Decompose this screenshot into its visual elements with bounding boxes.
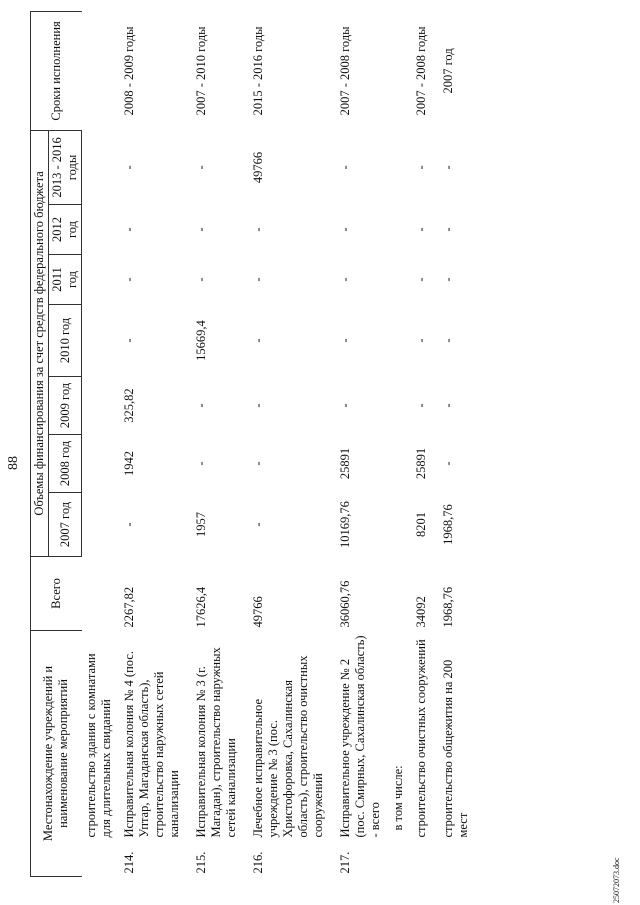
row-total: 36060,76	[337, 580, 352, 628]
row-value-2012	[389, 205, 408, 255]
row-value-2007: 1968,76	[440, 504, 455, 545]
row-total	[389, 557, 408, 631]
row-value-2010	[82, 305, 116, 377]
table-row	[82, 11, 116, 876]
table-row	[116, 11, 188, 876]
row-deadline: 2007 - 2008 годы	[337, 26, 352, 116]
row-value-2010: -	[413, 338, 428, 343]
row-value-2012: -	[121, 227, 136, 232]
row-value-2012	[82, 205, 116, 255]
row-value-2009	[82, 377, 116, 435]
row-deadline	[389, 11, 408, 130]
row-value-2012: -	[413, 227, 428, 232]
header-row-top	[31, 11, 49, 876]
row-value-2008: -	[440, 461, 455, 466]
header-year-2008: 2008 год	[49, 435, 82, 493]
row-total: 49766	[250, 596, 265, 628]
row-value-2011: -	[121, 277, 136, 282]
row-value-2013-2016: -	[440, 165, 455, 170]
row-value-2013-2016: -	[413, 165, 428, 170]
page-number: 88	[6, 456, 21, 470]
row-name: строительство очистных сооружений	[413, 639, 428, 838]
row-total: 17626,4	[193, 586, 208, 628]
row-value-2011: -	[337, 277, 352, 282]
row-value-2009: -	[193, 403, 208, 408]
row-name: строительство здания с комнатами для длительных свиданий	[83, 653, 113, 838]
row-deadline	[82, 11, 116, 130]
header-year-2009: 2009 год	[49, 377, 82, 435]
table-row	[245, 11, 332, 876]
row-value-2009: -	[250, 403, 265, 408]
row-value-2007: 10169,76	[337, 501, 352, 548]
row-total: 2267,82	[121, 586, 136, 628]
row-deadline: 2007 - 2010 годы	[193, 26, 208, 116]
header-year-2011: 2011 год	[49, 255, 82, 305]
header-year-2010: 2010 год	[49, 305, 82, 377]
row-total: 34092	[413, 596, 428, 628]
header-year-2007: 2007 год	[49, 493, 82, 557]
row-value-2008: -	[193, 461, 208, 466]
row-number	[435, 841, 477, 877]
row-value-2013-2016: -	[193, 165, 208, 170]
row-value-2011	[389, 255, 408, 305]
row-deadline: 2015 - 2016 годы	[250, 26, 265, 116]
row-number: 215.	[193, 851, 208, 874]
row-value-2007: -	[121, 522, 136, 527]
table-row	[332, 11, 389, 876]
row-value-2009: 325,82	[121, 388, 136, 423]
row-value-2009: -	[413, 403, 428, 408]
row-value-2010: -	[121, 338, 136, 343]
row-value-2007: 1957	[193, 512, 208, 537]
header-total: Всего	[31, 557, 82, 631]
row-value-2010: -	[250, 338, 265, 343]
row-value-2007: -	[250, 522, 265, 527]
row-value-2011: -	[193, 277, 208, 282]
row-name: Исправительная колония № 4 (пос. Уптар, Магаданская область), строительство наружных сетей канализации	[121, 651, 181, 838]
row-value-2013-2016	[82, 130, 116, 204]
row-name: строительство общежития на 200 мест	[440, 659, 470, 838]
row-deadline: 2007 - 2008 годы	[413, 26, 428, 116]
row-value-2009: -	[440, 403, 455, 408]
row-number	[82, 841, 116, 877]
table-row	[435, 11, 477, 876]
row-value-2008	[82, 435, 116, 493]
row-value-2007	[82, 493, 116, 557]
row-value-2008: 25891	[413, 447, 428, 480]
row-value-2012: -	[440, 227, 455, 232]
row-name: Лечебное исправительное учреждение № 3 (пос. Христофоровка, Сахалинская область), строительство очистных сооружений	[250, 655, 325, 838]
table-row	[408, 11, 435, 876]
row-number	[389, 841, 408, 877]
row-name: в том числе:	[390, 765, 405, 831]
row-name: Исправительное учреждение № 2 (пос. Смирных, Сахалинская область) - всего	[337, 635, 382, 838]
document-code: 25072073.doc	[612, 857, 621, 903]
row-value-2013-2016: -	[121, 165, 136, 170]
header-year-2013-2016: 2013 - 2016 годы	[49, 130, 82, 204]
row-value-2010: -	[337, 338, 352, 343]
header-year-2012: 2012 год	[49, 205, 82, 255]
row-value-2008: 25891	[337, 447, 352, 480]
row-value-2008: 1942	[121, 451, 136, 476]
header-deadline: Сроки исполнения	[31, 11, 82, 130]
row-value-2011: -	[250, 277, 265, 282]
row-value-2011: -	[413, 277, 428, 282]
row-value-2007: 8201	[413, 512, 428, 537]
row-value-2010: 15669,4	[193, 320, 208, 361]
row-value-2010	[389, 305, 408, 377]
row-name: Исправительная колония № 3 (г. Магадан), строительство наружных сетей канализации	[193, 647, 238, 838]
row-number: 214.	[121, 851, 136, 874]
funding-table	[30, 11, 477, 877]
row-total: 1968,76	[440, 586, 455, 628]
row-value-2009: -	[337, 403, 352, 408]
table-row	[188, 11, 245, 876]
row-value-2011	[82, 255, 116, 305]
row-value-2012: -	[337, 227, 352, 232]
row-value-2012: -	[193, 227, 208, 232]
row-number	[408, 841, 435, 877]
row-value-2011: -	[440, 277, 455, 282]
row-number: 216.	[250, 851, 265, 874]
row-deadline: 2007 год	[440, 48, 455, 94]
row-value-2007	[389, 493, 408, 557]
row-number: 217.	[337, 851, 352, 874]
row-value-2008: -	[250, 461, 265, 466]
row-deadline: 2008 - 2009 годы	[121, 26, 136, 116]
row-value-2009	[389, 377, 408, 435]
row-value-2013-2016	[389, 130, 408, 204]
header-funding-group: Объемы финансирования за счет средств федерального бюджета	[31, 130, 49, 556]
header-name: Местонахождение учреждений и наименование мероприятий	[31, 631, 82, 877]
table-row	[389, 11, 408, 876]
row-value-2012: -	[250, 227, 265, 232]
row-value-2013-2016: 49766	[250, 151, 265, 184]
row-value-2010: -	[440, 338, 455, 343]
row-total	[82, 557, 116, 631]
row-value-2013-2016: -	[337, 165, 352, 170]
row-value-2008	[389, 435, 408, 493]
